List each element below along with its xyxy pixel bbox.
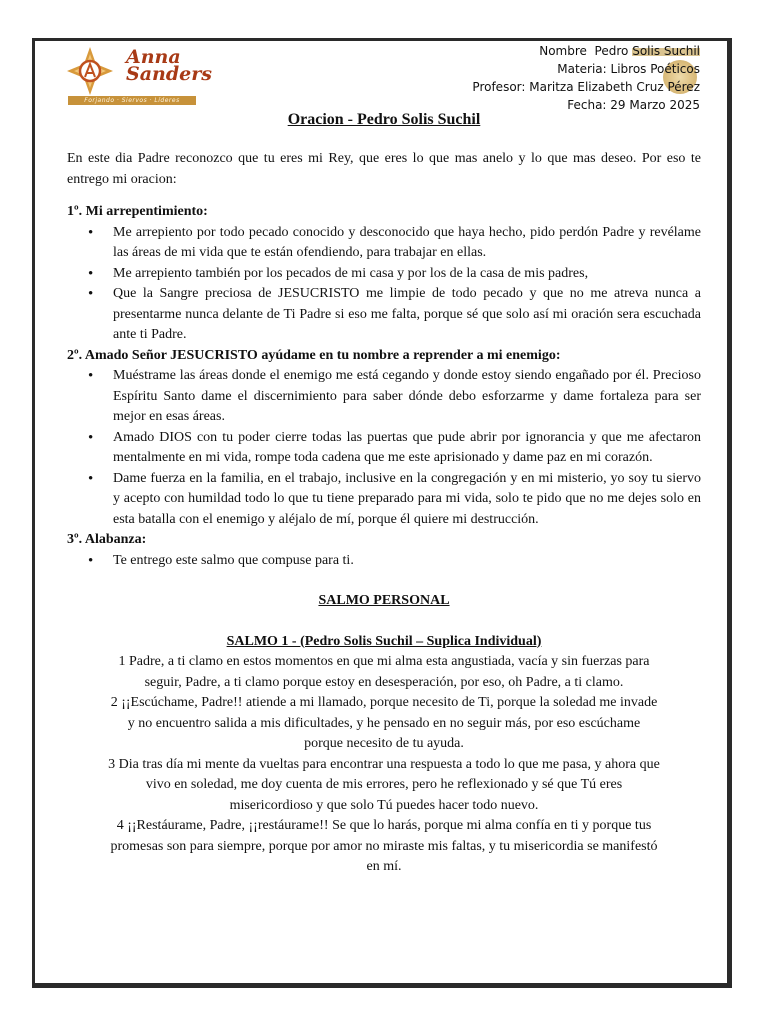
logo-line-2: Sanders <box>126 63 212 85</box>
intro-paragraph: En este dia Padre reconozco que tu eres mi Rey, que eres lo que mas anelo y lo que mas deseo. Por eso te entrego mi oracion: <box>67 151 701 187</box>
list-item: • Me arrepiento también por los pecados de mi casa y por los de la casa de mis padres, <box>113 264 701 285</box>
psalm-verse: 3 Dia tras día mi mente da vueltas para encontrar una respuesta a todo lo que me pasa, y ahora que vivo en soledad, me doy cuenta de mis errores, pero he reflexionado y sé que Tú eres misericordioso y que solo Tú puedes hacer todo nuevo. <box>108 756 660 813</box>
psalm-verse: 4 ¡¡Restáurame, Padre, ¡¡restáurame!! Se que lo harás, porque mi alma confía en ti y porque tus promesas son para siempre, porque por amor no miraste mis faltas, y tu misericordia se manifestó en mí. <box>110 818 658 874</box>
header-nombre <box>472 42 700 60</box>
section-heading-2: 2º. Amado Señor JESUCRISTO ayúdame en tu nombre a reprender a mi enemigo: <box>67 347 561 363</box>
document-body <box>67 149 701 878</box>
psalm-title: SALMO 1 - (Pedro Solis Suchil – Suplica Individual) <box>226 633 542 649</box>
section-list-2 <box>67 366 701 530</box>
header-info <box>472 42 700 114</box>
school-logo <box>66 46 212 108</box>
list-item: • Que la Sangre preciosa de JESUCRISTO me limpie de todo pecado y que no me atreva nunca a presentarme nunca delante de Ti Padre si eso me falta, porque sé que solo así mi oración sera escuchada ante ti Padre. <box>113 284 701 346</box>
nombre-label: Nombre <box>539 44 587 58</box>
logo-line-1: Anna <box>126 46 181 68</box>
nombre-highlight: Solis Suchil <box>632 44 700 58</box>
list-item: • Te entrego este salmo que compuse para ti. <box>113 551 701 572</box>
nombre-first: Pedro <box>594 44 629 58</box>
list-item: • Amado DIOS con tu poder cierre todas las puertas que pude abrir por ignorancia y que me afectaron mentalmente en mi vida, rompe toda cadena que me este aprisionado y dame paz en mi corazón. <box>113 428 701 469</box>
section-heading-3: 3º. Alabanza: <box>67 532 147 547</box>
header-fecha: Fecha: 29 Marzo 2025 <box>567 98 700 112</box>
psalm-verse: 2 ¡¡Escúchame, Padre!! atiende a mi llamado, porque necesito de Ti, porque la soledad me invade y no encuentro salida a mis dificultades, y he pensado en no seguir más, por eso escúchame porque necesito de tu ayuda. <box>110 695 658 751</box>
header-profesor: Profesor: Maritza Elizabeth Cruz Pérez <box>472 80 700 94</box>
list-item: • Dame fuerza en la familia, en el trabajo, inclusive en la congregación y en mi misterio, yo soy tu siervo y acepto con humildad todo lo que tu tiene preparado para mi vida, solo te pido que no me dejes solo en esta batalla con el enemigo y aléjalo de mí, porque él quiere mi destrucción. <box>113 469 701 531</box>
document-title: Oracion - Pedro Solis Suchil <box>287 111 481 128</box>
list-item: • Muéstrame las áreas donde el enemigo me está cegando y donde estoy siendo engañado por él. Precioso Espíritu Santo dame el discernimiento para saber dónde debo esforzarme y dame fortaleza para ser mejor en esas áreas. <box>113 366 701 428</box>
logo-brand-name <box>126 46 212 85</box>
header-materia: Materia: Libros Poéticos <box>557 62 700 76</box>
psalm-heading: SALMO PERSONAL <box>318 593 450 608</box>
section-list-3 <box>67 551 701 572</box>
list-item: • Me arrepiento por todo pecado conocido y desconocido que haya hecho, pido perdón Padre y revélame las áreas de mi vida que te están ofendiendo, para trabajar en ellas. <box>113 223 701 264</box>
section-heading-1: 1º. Mi arrepentimiento: <box>67 204 208 219</box>
section-list-1 <box>67 223 701 346</box>
psalm-verse: 1 Padre, a ti clamo en estos momentos en que mi alma esta angustiada, vacía y sin fuerzas para seguir, Padre, a ti clamo porque estoy en desesperación, por eso, oh Padre, a ti clamo. <box>118 654 650 690</box>
logo-tagline: Forjando · Siervos · Líderes <box>68 96 196 105</box>
logo-emblem-icon <box>66 46 114 96</box>
